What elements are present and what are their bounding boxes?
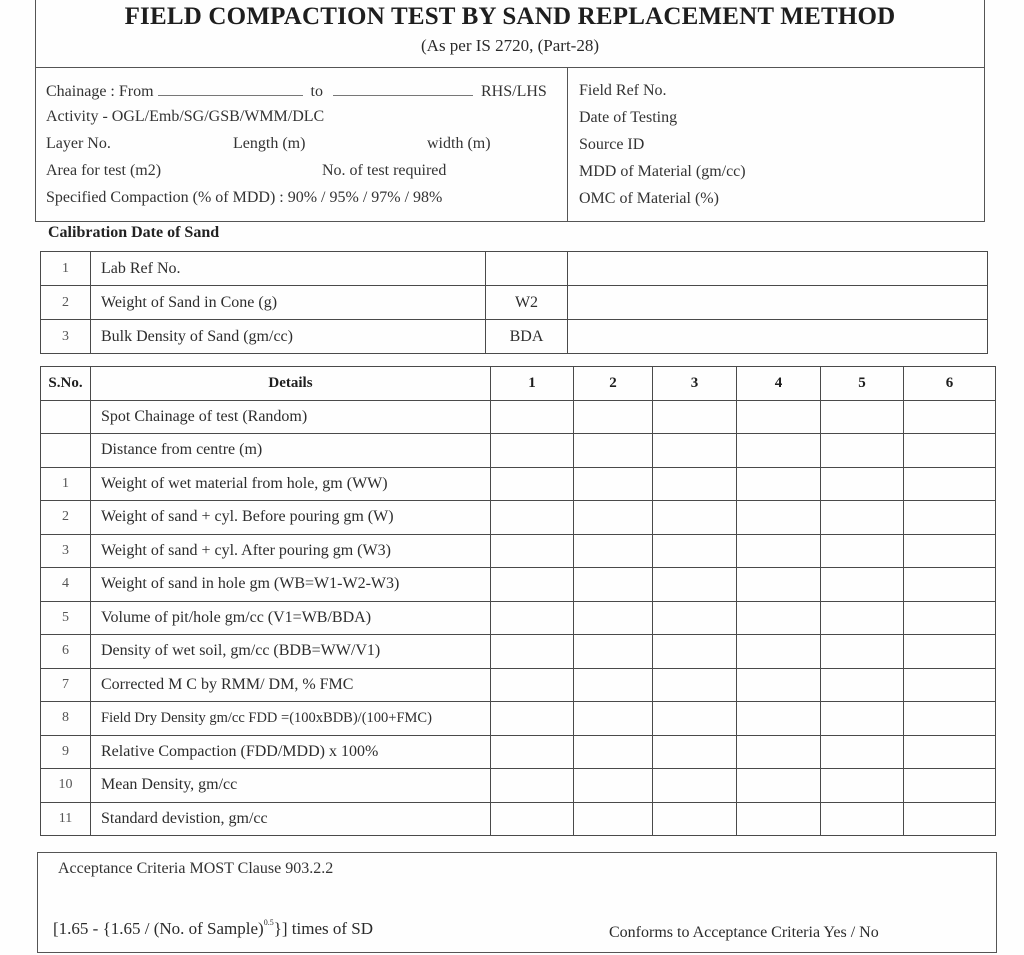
info-divider <box>567 67 568 222</box>
test-2-cell[interactable] <box>574 769 653 803</box>
test-2-cell[interactable] <box>574 802 653 836</box>
test-1-cell[interactable] <box>491 601 574 635</box>
test-6-cell[interactable] <box>904 735 996 769</box>
test-3-cell[interactable] <box>653 501 737 535</box>
test-3-cell[interactable] <box>653 534 737 568</box>
test-6-cell[interactable] <box>904 534 996 568</box>
calibration-heading: Calibration Date of Sand <box>48 224 220 241</box>
test-5-cell[interactable] <box>821 802 904 836</box>
table-row <box>41 702 996 736</box>
row-number: 3 <box>41 534 91 568</box>
formula-suffix: }] times of SD <box>273 919 374 938</box>
page-title: FIELD COMPACTION TEST BY SAND REPLACEMENT METHOD <box>124 3 896 30</box>
header-test-6: 6 <box>904 367 996 401</box>
test-5-cell[interactable] <box>821 501 904 535</box>
conforms-label[interactable]: Conforms to Acceptance Criteria Yes / No <box>609 924 879 941</box>
test-6-cell[interactable] <box>904 668 996 702</box>
test-1-cell[interactable] <box>491 534 574 568</box>
title-section <box>35 0 985 68</box>
test-1-cell[interactable] <box>491 668 574 702</box>
test-2-cell[interactable] <box>574 568 653 602</box>
row-label: Lab Ref No. <box>91 252 486 286</box>
value-cell[interactable] <box>568 320 988 354</box>
test-1-cell[interactable] <box>491 769 574 803</box>
test-5-cell[interactable] <box>821 702 904 736</box>
field-ref-label: Field Ref No. <box>579 82 667 99</box>
test-5-cell[interactable] <box>821 769 904 803</box>
row-detail: Mean Density, gm/cc <box>91 769 491 803</box>
layer-no-label: Layer No. <box>46 135 111 152</box>
table-row <box>41 467 996 501</box>
length-label: Length (m) <box>233 135 306 152</box>
acceptance-formula <box>53 918 373 939</box>
row-detail: Weight of sand in hole gm (WB=W1-W2-W3) <box>91 568 491 602</box>
row-number <box>41 400 91 434</box>
test-4-cell[interactable] <box>737 568 821 602</box>
mdd-label: MDD of Material (gm/cc) <box>579 163 746 180</box>
row-number: 5 <box>41 601 91 635</box>
row-number: 4 <box>41 568 91 602</box>
table-row <box>41 400 996 434</box>
test-4-cell[interactable] <box>737 668 821 702</box>
row-number: 3 <box>41 320 91 354</box>
table-row <box>41 568 996 602</box>
test-1-cell[interactable] <box>491 501 574 535</box>
test-6-cell[interactable] <box>904 601 996 635</box>
row-detail: Corrected M C by RMM/ DM, % FMC <box>91 668 491 702</box>
test-1-cell[interactable] <box>491 635 574 669</box>
width-label: width (m) <box>427 135 491 152</box>
test-5-cell[interactable] <box>821 434 904 468</box>
area-label: Area for test (m2) <box>46 162 162 179</box>
test-1-cell[interactable] <box>491 702 574 736</box>
test-4-cell[interactable] <box>737 400 821 434</box>
table-row <box>41 501 996 535</box>
value-cell[interactable] <box>568 252 988 286</box>
test-1-cell[interactable] <box>491 467 574 501</box>
row-number: 1 <box>41 467 91 501</box>
test-4-cell[interactable] <box>737 769 821 803</box>
test-3-cell[interactable] <box>653 467 737 501</box>
row-detail: Volume of pit/hole gm/cc (V1=WB/BDA) <box>91 601 491 635</box>
row-number: 10 <box>41 769 91 803</box>
date-testing-label: Date of Testing <box>579 109 678 126</box>
row-detail: Relative Compaction (FDD/MDD) x 100% <box>91 735 491 769</box>
value-cell[interactable] <box>568 286 988 320</box>
test-4-cell[interactable] <box>737 467 821 501</box>
row-symbol: W2 <box>486 286 568 320</box>
row-detail: Spot Chainage of test (Random) <box>91 400 491 434</box>
test-6-cell[interactable] <box>904 501 996 535</box>
row-number: 9 <box>41 735 91 769</box>
test-2-cell[interactable] <box>574 434 653 468</box>
header-test-4: 4 <box>737 367 821 401</box>
test-5-cell[interactable] <box>821 735 904 769</box>
test-6-cell[interactable] <box>904 769 996 803</box>
test-6-cell[interactable] <box>904 802 996 836</box>
chainage-from-label: Chainage : From <box>46 83 154 100</box>
calibration-row <box>41 286 988 320</box>
table-row <box>41 769 996 803</box>
test-4-cell[interactable] <box>737 735 821 769</box>
test-2-cell[interactable] <box>574 668 653 702</box>
test-5-cell[interactable] <box>821 467 904 501</box>
table-row <box>41 735 996 769</box>
row-number: 11 <box>41 802 91 836</box>
row-label: Bulk Density of Sand (gm/cc) <box>91 320 486 354</box>
calibration-row <box>41 320 988 354</box>
test-3-cell[interactable] <box>653 635 737 669</box>
table-header-row <box>41 367 996 401</box>
row-detail: Distance from centre (m) <box>91 434 491 468</box>
test-2-cell[interactable] <box>574 400 653 434</box>
calibration-table <box>40 251 988 354</box>
row-number: 2 <box>41 501 91 535</box>
row-number <box>41 434 91 468</box>
table-row <box>41 668 996 702</box>
test-3-cell[interactable] <box>653 702 737 736</box>
test-2-cell[interactable] <box>574 534 653 568</box>
row-detail: Weight of sand + cyl. Before pouring gm (W) <box>91 501 491 535</box>
row-number: 2 <box>41 286 91 320</box>
test-6-cell[interactable] <box>904 400 996 434</box>
row-detail: Density of wet soil, gm/cc (BDB=WW/V1) <box>91 635 491 669</box>
test-6-cell[interactable] <box>904 434 996 468</box>
header-details: Details <box>91 367 491 401</box>
source-id-label: Source ID <box>579 136 645 153</box>
calibration-row <box>41 252 988 286</box>
header-test-2: 2 <box>574 367 653 401</box>
tests-required-label: No. of test required <box>322 162 447 179</box>
test-6-cell[interactable] <box>904 635 996 669</box>
test-2-cell[interactable] <box>574 501 653 535</box>
test-1-cell[interactable] <box>491 802 574 836</box>
row-detail: Weight of sand + cyl. After pouring gm (W3) <box>91 534 491 568</box>
formula-exponent: 0.5 <box>263 918 274 927</box>
side-label: RHS/LHS <box>481 83 547 100</box>
table-row <box>41 601 996 635</box>
test-4-cell[interactable] <box>737 601 821 635</box>
formula-prefix: [1.65 - {1.65 / (No. of Sample) <box>53 919 264 938</box>
chainage-row <box>46 81 547 101</box>
row-detail: Standard devistion, gm/cc <box>91 802 491 836</box>
table-row <box>41 534 996 568</box>
chainage-from-field[interactable] <box>158 81 303 96</box>
test-2-cell[interactable] <box>574 635 653 669</box>
test-3-cell[interactable] <box>653 802 737 836</box>
test-2-cell[interactable] <box>574 467 653 501</box>
test-3-cell[interactable] <box>653 769 737 803</box>
test-1-cell[interactable] <box>491 400 574 434</box>
test-1-cell[interactable] <box>491 568 574 602</box>
test-3-cell[interactable] <box>653 668 737 702</box>
test-3-cell[interactable] <box>653 434 737 468</box>
table-row <box>41 635 996 669</box>
test-4-cell[interactable] <box>737 534 821 568</box>
test-6-cell[interactable] <box>904 467 996 501</box>
test-1-cell[interactable] <box>491 735 574 769</box>
table-row <box>41 434 996 468</box>
test-2-cell[interactable] <box>574 601 653 635</box>
test-3-cell[interactable] <box>653 568 737 602</box>
test-5-cell[interactable] <box>821 635 904 669</box>
row-number: 6 <box>41 635 91 669</box>
test-5-cell[interactable] <box>821 568 904 602</box>
test-3-cell[interactable] <box>653 735 737 769</box>
row-number: 8 <box>41 702 91 736</box>
test-4-cell[interactable] <box>737 434 821 468</box>
test-4-cell[interactable] <box>737 501 821 535</box>
row-number: 1 <box>41 252 91 286</box>
chainage-to-field[interactable] <box>333 81 473 96</box>
test-1-cell[interactable] <box>491 434 574 468</box>
chainage-to-label: to <box>310 83 323 100</box>
test-6-cell[interactable] <box>904 702 996 736</box>
row-label: Weight of Sand in Cone (g) <box>91 286 486 320</box>
omc-label: OMC of Material (%) <box>579 190 719 207</box>
test-4-cell[interactable] <box>737 802 821 836</box>
test-5-cell[interactable] <box>821 601 904 635</box>
row-symbol: BDA <box>486 320 568 354</box>
acceptance-title: Acceptance Criteria MOST Clause 903.2.2 <box>58 860 334 877</box>
test-3-cell[interactable] <box>653 601 737 635</box>
test-4-cell[interactable] <box>737 635 821 669</box>
row-detail: Weight of wet material from hole, gm (WW) <box>91 467 491 501</box>
test-2-cell[interactable] <box>574 702 653 736</box>
header-test-5: 5 <box>821 367 904 401</box>
page-subtitle: (As per IS 2720, (Part-28) <box>421 36 599 55</box>
test-results-table <box>40 366 996 836</box>
test-5-cell[interactable] <box>821 400 904 434</box>
test-3-cell[interactable] <box>653 400 737 434</box>
table-row <box>41 802 996 836</box>
test-5-cell[interactable] <box>821 668 904 702</box>
test-5-cell[interactable] <box>821 534 904 568</box>
activity-label: Activity - OGL/Emb/SG/GSB/WMM/DLC <box>46 108 325 125</box>
specified-compaction-label: Specified Compaction (% of MDD) : 90% / 95% / 97% / 98% <box>46 189 443 206</box>
header-sno: S.No. <box>41 367 91 401</box>
row-number: 7 <box>41 668 91 702</box>
header-test-1: 1 <box>491 367 574 401</box>
row-symbol <box>486 252 568 286</box>
header-test-3: 3 <box>653 367 737 401</box>
test-2-cell[interactable] <box>574 735 653 769</box>
test-4-cell[interactable] <box>737 702 821 736</box>
test-6-cell[interactable] <box>904 568 996 602</box>
row-detail: Field Dry Density gm/cc FDD =(100xBDB)/(100+FMC) <box>91 702 491 736</box>
